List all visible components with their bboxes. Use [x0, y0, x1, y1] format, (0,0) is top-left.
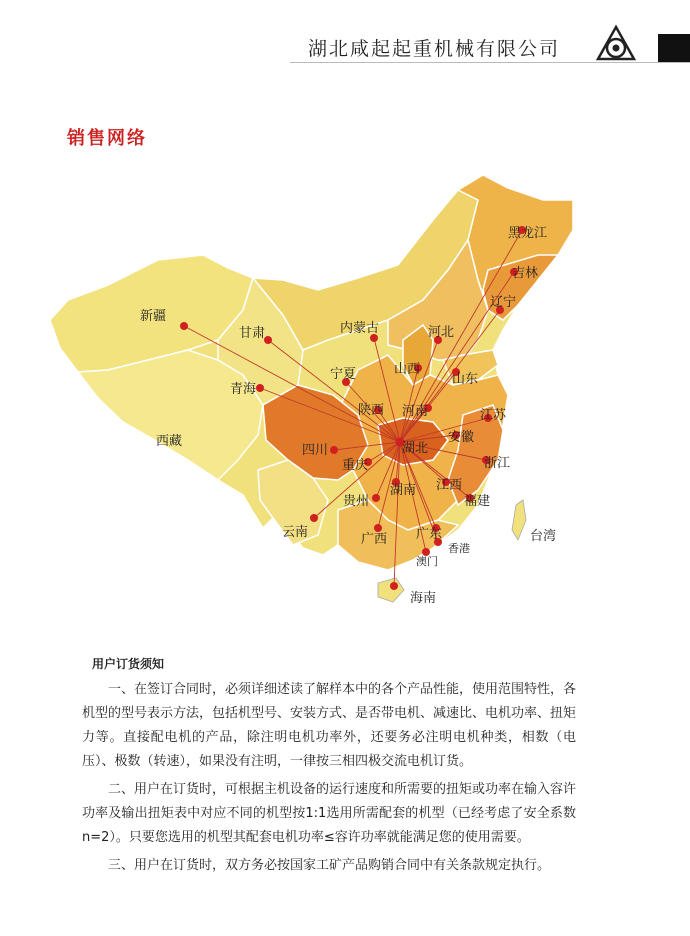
label-heilongjiang: 黑龙江	[508, 226, 548, 241]
company-name: 湖北咸起起重机械有限公司	[308, 38, 561, 60]
label-taiwan: 台湾	[530, 529, 557, 544]
notice-paragraph-1: 一、在签订合同时，必须详细述读了解样本中的各个产品性能，使用范围特性，各机型的型号表示方法，包括机型号、安装方式、是否带电机、减速比、电机功率、扭矩力等。直接配电机的产品，除注明电机功率外，还要务必注明电机种类，相数（电压）、极数（转速），如果没有注明，一律按三相四极交流电机订货。	[82, 682, 577, 769]
label-liaoning: 辽宁	[490, 295, 517, 310]
label-qinghai: 青海	[230, 382, 257, 397]
header-divider	[290, 62, 690, 63]
notice-title: 用户订货须知	[92, 657, 165, 671]
company-logo-icon	[595, 24, 637, 64]
label-fujian: 福建	[464, 494, 491, 509]
label-macau: 澳门	[416, 555, 438, 568]
label-neimenggu: 内蒙古	[340, 321, 380, 336]
label-chongqing: 重庆	[342, 458, 369, 473]
label-xizang: 西藏	[156, 434, 183, 449]
page-tab-marker	[658, 34, 690, 62]
label-guangdong: 广东	[416, 527, 443, 542]
page-header	[0, 0, 690, 70]
label-hubei-center: 湖北	[402, 441, 429, 456]
label-shandong: 山东	[452, 372, 479, 387]
label-guizhou: 贵州	[343, 494, 370, 509]
region-taiwan	[512, 500, 526, 540]
label-sichuan: 四川	[302, 443, 329, 458]
label-jiangsu: 江苏	[480, 408, 507, 423]
sales-network-map	[38, 160, 583, 620]
label-ningxia: 宁夏	[330, 367, 357, 382]
label-shanxi: 山西	[394, 362, 421, 377]
label-zhejiang: 浙江	[484, 456, 511, 471]
label-guangxi: 广西	[361, 532, 388, 547]
label-gansu: 甘肃	[239, 326, 266, 341]
section-title: 销售网络	[67, 128, 147, 149]
region-hainan	[378, 578, 404, 602]
label-xinjiang: 新疆	[140, 309, 167, 324]
ordering-notice	[82, 652, 576, 878]
label-hainan: 海南	[410, 591, 437, 606]
notice-paragraph-2: 二、用户在订货时，可根据主机设备的运行速度和所需要的扭矩或功率在输入容许功率及输出扭矩表中对应不同的机型按1:1选用所需配套的机型（已经考虑了安全系数n=2）。只要您选用的机型其配套电机功率≤容许功率就能满足您的使用需要。	[82, 782, 577, 845]
label-yunnan: 云南	[282, 525, 309, 540]
label-henan: 河南	[402, 404, 429, 419]
notice-paragraph-3: 三、用户在订货时，双方务必按国家工矿产品购销合同中有关条款规定执行。	[108, 858, 551, 873]
label-jiangxi: 江西	[436, 478, 463, 493]
label-hongkong: 香港	[448, 542, 470, 555]
label-jilin: 吉林	[512, 266, 539, 281]
label-anhui: 安徽	[448, 430, 475, 445]
label-hebei: 河北	[428, 325, 455, 340]
label-shaanxi: 陕西	[358, 403, 385, 418]
label-hunan: 湖南	[390, 483, 417, 498]
